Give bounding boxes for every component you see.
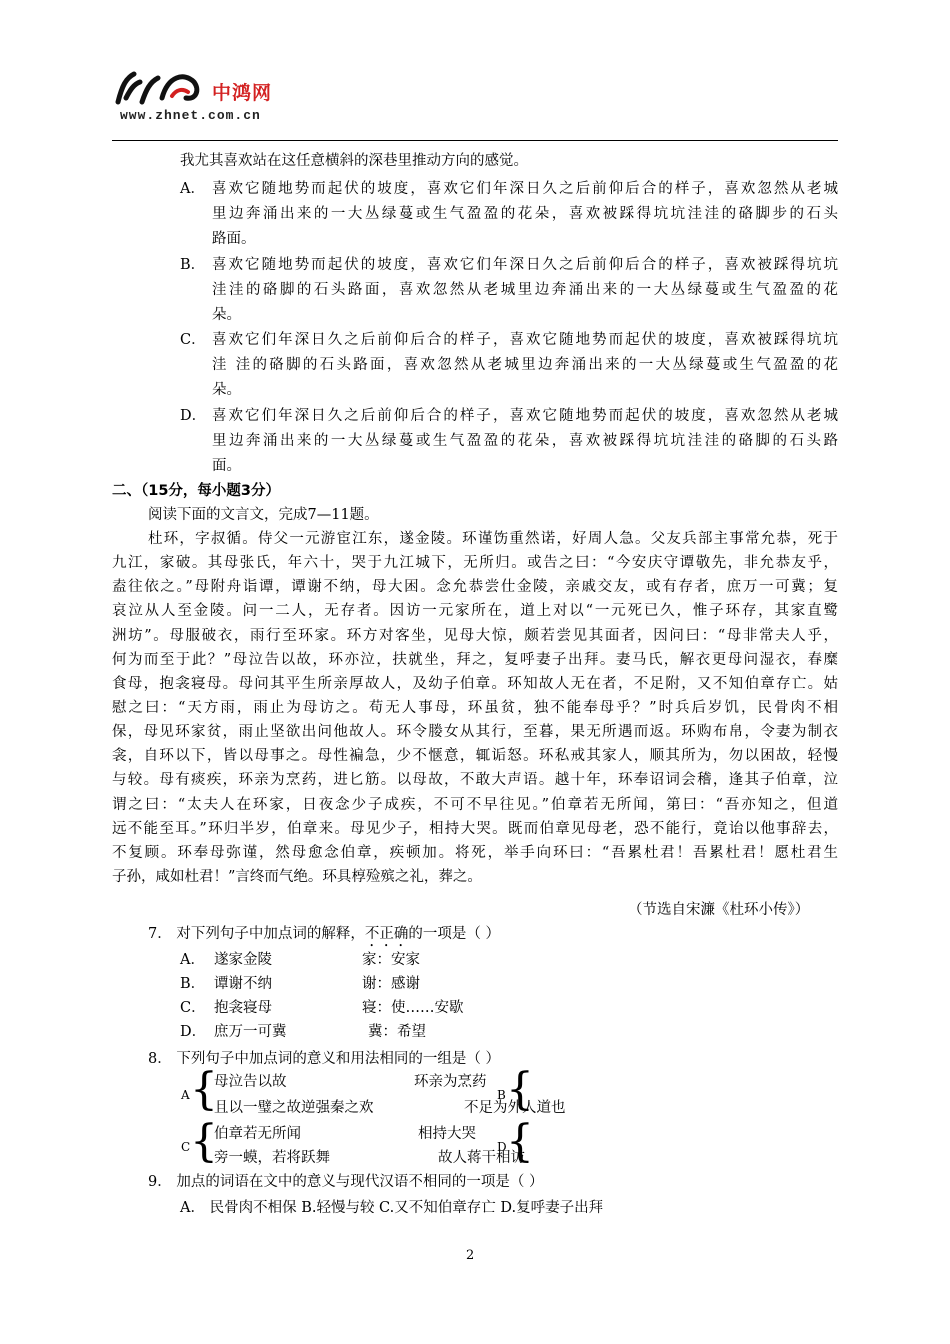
passage-line: 九江，家破。其母张氏，年六十，哭于九江城下，无所归。或告之曰：“今安庆守谭敬先，非允恭友乎，: [112, 555, 838, 571]
q7-option-c-letter: C．: [180, 1000, 206, 1016]
q6-option-d-line2: 里边奔涌出来的一大丛绿蔓或生气盈盈的花朵，喜欢被踩得坑坑洼洼的硌脚的石头路: [212, 433, 838, 449]
q6-option-c-line1: 喜欢它们年深日久之后前仰后合的样子，喜欢它随地势而起伏的坡度，喜欢被踩得坑坑: [212, 332, 838, 348]
section2-heading: 二、（15分，每小题3分）: [112, 483, 281, 499]
q7-option-b-letter: B．: [180, 976, 206, 992]
q6-option-a-line3: 路面。: [212, 231, 256, 247]
passage-line: 子孙，咸如杜君！”言终而气绝。环具椁殓殡之礼，葬之。: [112, 869, 482, 885]
q8-a-label: A: [181, 1088, 190, 1102]
header-divider: [112, 140, 838, 141]
q9-stem: 9． 加点的词语在文中的意义与现代汉语不相同的一项是（ ）: [148, 1174, 544, 1190]
q7-option-b-gloss: 谢：感谢: [362, 976, 420, 992]
q8-b-brace: {: [506, 1064, 534, 1115]
q6-option-a-letter: A．: [180, 181, 205, 197]
q8-b-sentence1: 环亲为烹药: [414, 1074, 487, 1090]
q6-option-d-line3: 面。: [212, 458, 241, 474]
q7-option-c-gloss: 寝：使……安歇: [362, 1000, 464, 1016]
q6-option-a-line2: 里边奔涌出来的一大丛绿蔓或生气盈盈的花朵，喜欢被踩得坑坑洼洼的硌脚步的石头: [212, 206, 838, 222]
q8-c-sentence2: 旁一蟆，若将跃舞: [214, 1150, 330, 1166]
q7-option-b-phrase: 谭谢不纳: [214, 976, 272, 992]
q7-stem: [148, 924, 500, 950]
q9-options: A． 民骨肉不相保 B.轻慢与较 C.又不知伯章存亡 D.复呼妻子出拜: [180, 1200, 604, 1216]
q6-stem: 我尤其喜欢站在这任意横斜的深巷里推动方向的感觉。: [180, 153, 528, 169]
page-number: 2: [466, 1248, 475, 1263]
q8-d-sentence1: 相持大哭: [418, 1126, 476, 1142]
q8-c-sentence1: 伯章若无所闻: [214, 1126, 301, 1142]
q6-option-b-line2: 洼洼的硌脚的石头路面，喜欢忽然从老城里边奔涌出来的一大丛绿蔓或生气盈盈的花: [212, 282, 838, 298]
q7-option-a-phrase: 遂家金陵: [214, 952, 272, 968]
q7-option-a-letter: A．: [180, 952, 205, 968]
q6-option-c-line2: 洼 洼的硌脚的石头路面，喜欢忽然从老城里边奔涌出来的一大丛绿蔓或生气盈盈的花: [212, 357, 838, 373]
passage-line: 不复顾。环奉母弥谨，然母愈念伯章，疾顿加。将死，举手向环曰：“吾累杜君！吾累杜君！愿杜君生: [112, 845, 838, 861]
passage-line: 何为而至于此？”母泣告以故，环亦泣，扶就坐，拜之，复呼妻子出拜。妻马氏，解衣更母问湿衣，春糜: [112, 652, 838, 668]
q6-option-b-line1: 喜欢它随地势而起伏的坡度，喜欢它们年深日久之后前仰后合的样子，喜欢被踩得坑坑: [212, 257, 838, 273]
q6-option-a-line1: 喜欢它随地势而起伏的坡度，喜欢它们年深日久之后前仰后合的样子，喜欢忽然从老城: [212, 181, 838, 197]
q8-a-sentence1: 母泣告以故: [214, 1074, 287, 1090]
section2-instruction: 阅读下面的文言文，完成7—11题。: [148, 507, 379, 523]
q8-b-sentence2: 不足为外人道也: [464, 1100, 566, 1116]
q8-d-brace: {: [506, 1116, 534, 1167]
q7-stem-post: 的一项是（ ）: [408, 926, 500, 942]
logo-url: www.zhnet.com.cn: [120, 108, 261, 123]
passage-line: 盍往依之。”母附舟诣谭，谭谢不纳，母大困。念允恭尝仕金陵，亲戚交友，或有存者，庶万一可冀；复: [112, 579, 838, 595]
q8-c-label: C: [181, 1140, 191, 1154]
q8-a-brace: {: [190, 1064, 218, 1115]
passage-line: 与较。母有痰疾，环亲为烹药，进匕筋。以母故，不敢大声语。越十年，环奉诏词会稽，逢其子伯章，泣: [112, 772, 838, 788]
q7-option-a-gloss: 家：安家: [362, 952, 420, 968]
q8-stem: 8． 下列句子中加点词的意义和用法相同的一组是（ ）: [148, 1051, 500, 1067]
passage-line: 食母，抱衾寝母。母问其平生所亲厚故人，及幼子伯章。环知故人无在者，不足附，又不知伯章存亡。姑: [112, 676, 838, 692]
passage-line: 慰之曰：“天方雨，雨止为母访之。苟无人事母，环虽贫，独不能奉母乎？”时兵后岁饥，民骨肉不相: [112, 700, 838, 716]
q8-a-sentence2: 且以一璧之故逆强秦之欢: [214, 1100, 374, 1116]
q6-option-b-line3: 朵。: [212, 307, 241, 323]
q6-option-d-letter: D．: [180, 408, 207, 424]
q6-option-c-letter: C．: [180, 332, 206, 348]
q6-option-d-line1: 喜欢它们年深日久之后前仰后合的样子，喜欢它随地势而起伏的坡度，喜欢忽然从老城: [212, 408, 838, 424]
q8-b-label: B: [497, 1088, 506, 1102]
passage-line: 远不能至耳。”环归半岁，伯章来。母见少子，相持大哭。既而伯章见母老，恐不能行，竟诒以他事辞去，: [112, 821, 838, 837]
q7-option-d-gloss: 冀：希望: [368, 1024, 426, 1040]
passage-line: 衾，自环以下，皆以母事之。母性褊急，少不惬意，辄诟怒。环私戒其家人，顺其所为，勿以困故，轻慢: [112, 748, 838, 764]
q8-d-label: D: [497, 1140, 507, 1154]
q7-option-d-letter: D．: [180, 1024, 207, 1040]
q6-option-c-line3: 朵。: [212, 382, 241, 398]
zhnet-logo-mark: [112, 68, 212, 108]
passage-line: 哀泣从人至金陵。问一二人，无存者。因访一元家所在，道上对以“一元死已久，惟子环存，其家直鹭: [112, 603, 838, 619]
q7-stem-pre: 7． 对下列句子中加点词的解释，: [148, 926, 365, 942]
passage-line: 杜环，字叔循。侍父一元游宦江东，遂金陵。环谨饬重然诺，好周人急。父友兵部主事常允恭，死于: [148, 531, 838, 547]
passage-line: 洲坊”。母服破衣，雨行至环家。环方对客坐，见母大惊，颇若尝见其面者，因问曰：“母非常夫人乎，: [112, 628, 838, 644]
site-logo: [112, 68, 292, 130]
logo-chinese-name: 中鸿网: [212, 82, 273, 104]
passage-line: 谓之曰：“太夫人在环家，日夜念少子成疾，不可不早往见。”伯章若无所闻，第曰：“吾亦知之，但道: [112, 797, 838, 813]
q7-stem-emphasis: 不正确: [364, 926, 409, 942]
q6-option-b-letter: B．: [180, 257, 206, 273]
q8-d-sentence2: 故人蒋干相访: [438, 1150, 525, 1166]
q8-c-brace: {: [190, 1116, 218, 1167]
passage-source: （节选自宋濂《杜环小传》）: [628, 902, 810, 918]
q7-option-c-phrase: 抱衾寝母: [214, 1000, 272, 1016]
passage-line: 保，母见环家贫，雨止坚欲出问他故人。环令媵女从其行，至暮，果无所遇而返。环购布帛，令妻为制衣: [112, 724, 838, 740]
q7-option-d-phrase: 庶万一可冀: [214, 1024, 287, 1040]
